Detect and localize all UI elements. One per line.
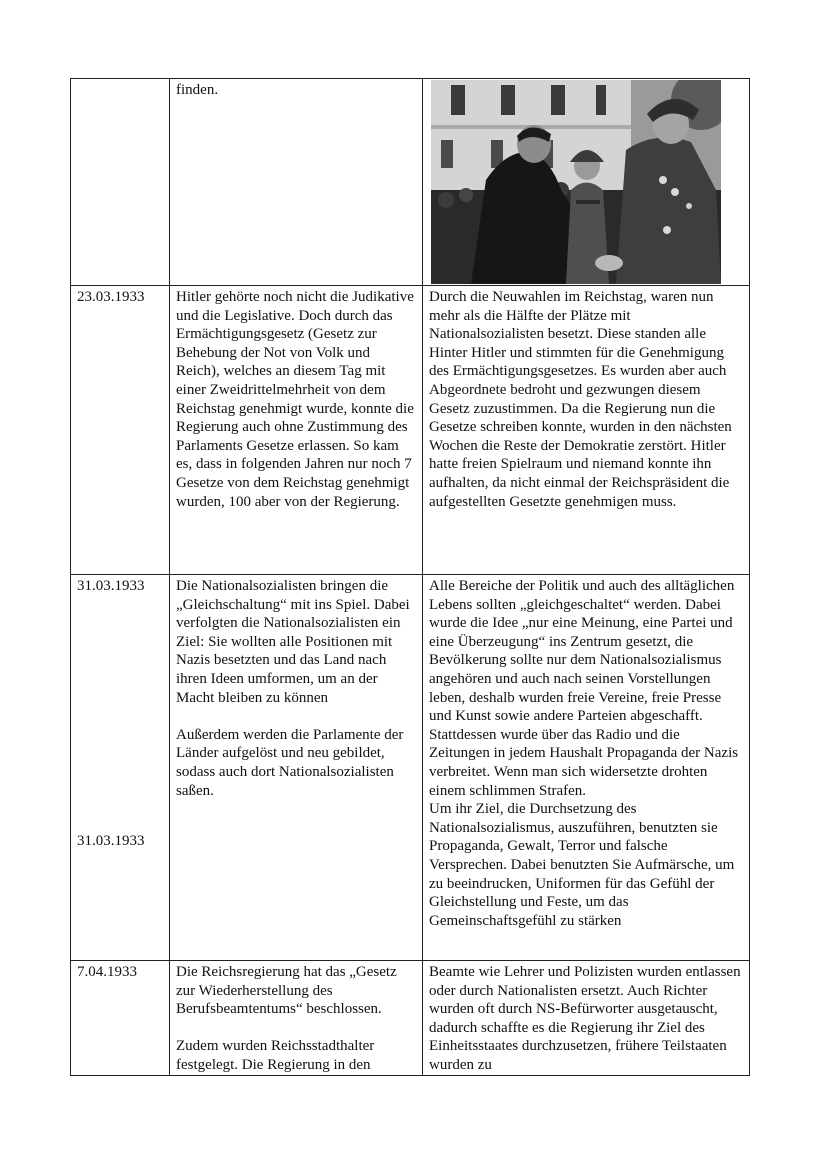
event-paragraph: Die Nationalsozialisten bringen die „Gleichschaltung“ mit ins Spiel. Dabei verfolgten die Nationalsozialisten ein Ziel: Sie wollten alle Positionen mit Nazis besetzten und das Land nach ihren Ideen umformen, um an der Macht bleiben zu können — [176, 578, 410, 706]
explanation-paragraph: Alle Bereiche der Politik und auch des alltäglichen Lebens sollten „gleichgeschaltet“ werden. Dabei wurde die Idee „nur eine Meinung, eine Partei und eine Überzeugung“ ins Zentrum gesetzt, die Bevölkerung sollte nur dem Nationalsozialismus angehören und auch nach seinen Vorstellungen leben, deshalb wurden freie Vereine, freie Presse und Kunst sowie andere Parteien abgeschafft. Stattdessen wurde über das Radio und die Zeitungen in jedem Haushalt Propaganda der Nazis verbreitet. Wenn man sich widersetzte drohten einem schlimmen Strafen. — [429, 578, 739, 799]
event-paragraph: Die Reichsregierung hat das „Gesetz zur Wiederherstellung des Berufsbeamtentums“ beschlossen. — [176, 964, 397, 1018]
event-cell — [170, 575, 423, 961]
explanation-cell: Durch die Neuwahlen im Reichstag, waren nun mehr als die Hälfte der Plätze mit Nationalsozialisten besetzt. Diese standen alle Hinter Hitler und stimmten für die Genehmigung des Ermächtigungsgesetzes. Es wurden aber auch Abgeordnete bedroht und gezwungen diesem Gesetz zuzustimmen. Da die Regierung nun die Gesetze schreiben konnte, wurden in den nächsten Wochen die Reste der Demokratie zerstört. Hitler hatte freien Spielraum und niemand konnte ihn aufhalten, da nicht einmal der Reichspräsident die aufgestellten Gesetzte genehmigen muss. — [423, 286, 750, 575]
table-row — [71, 575, 750, 961]
explanation-cell — [423, 79, 750, 286]
date-cell: 23.03.1933 — [71, 286, 170, 575]
date-cell: 7.04.1933 — [71, 961, 170, 1076]
date-text: 31.03.1933 — [77, 832, 145, 849]
event-cell: finden. — [170, 79, 423, 286]
table-row — [71, 961, 750, 1076]
table-row — [71, 79, 750, 286]
event-paragraph: Zudem wurden Reichsstadthalter festgelegt. Die Regierung in den — [176, 1038, 375, 1073]
table-row — [71, 286, 750, 575]
date-text: 31.03.1933 — [77, 578, 145, 594]
explanation-paragraph: Um ihr Ziel, die Durchsetzung des Nationalsozialismus, auszuführen, benutzten sie Propaganda, Gewalt, Terror und falsche Versprechen. Dabei benutzten Sie Aufmärsche, um zu beeindrucken, Uniformen für das Gefühl der Gleichstellung und Feste, um das Gemeinschaftsgefühl zu stärken — [429, 801, 735, 929]
timeline-table — [70, 78, 750, 1076]
photo-handshake-icon — [431, 80, 721, 284]
event-cell — [170, 961, 423, 1076]
event-paragraph: Außerdem werden die Parlamente der Länder aufgelöst und neu gebildet, sodass auch dort Nationalsozialisten saßen. — [176, 726, 404, 799]
explanation-cell — [423, 575, 750, 961]
explanation-cell: Beamte wie Lehrer und Polizisten wurden entlassen oder durch Nationalisten ersetzt. Auch Richter wurden oft durch NS-Befürworter ausgetauscht, dadurch schaffte es die Regierung ihr Ziel des Einheitsstaates durchzusetzen, frühere Teilstaaten wurden zu — [423, 961, 750, 1076]
date-cell — [71, 575, 170, 961]
date-cell — [71, 79, 170, 286]
event-cell: Hitler gehörte noch nicht die Judikative und die Legislative. Doch durch das Ermächtigungsgesetz (Gesetz zur Behebung der Not von Volk und Reich), welches an diesem Tag mit einer Zweidrittelmehrheit von dem Reichstag genehmigt wurde, konnte die Regierung auch ohne Zustimmung des Parlaments Gesetze erlassen. So kam es, dass in folgenden Jahren nur noch 7 Gesetze von dem Reichstag genehmigt wurden, 100 aber von der Regierung. — [170, 286, 423, 575]
